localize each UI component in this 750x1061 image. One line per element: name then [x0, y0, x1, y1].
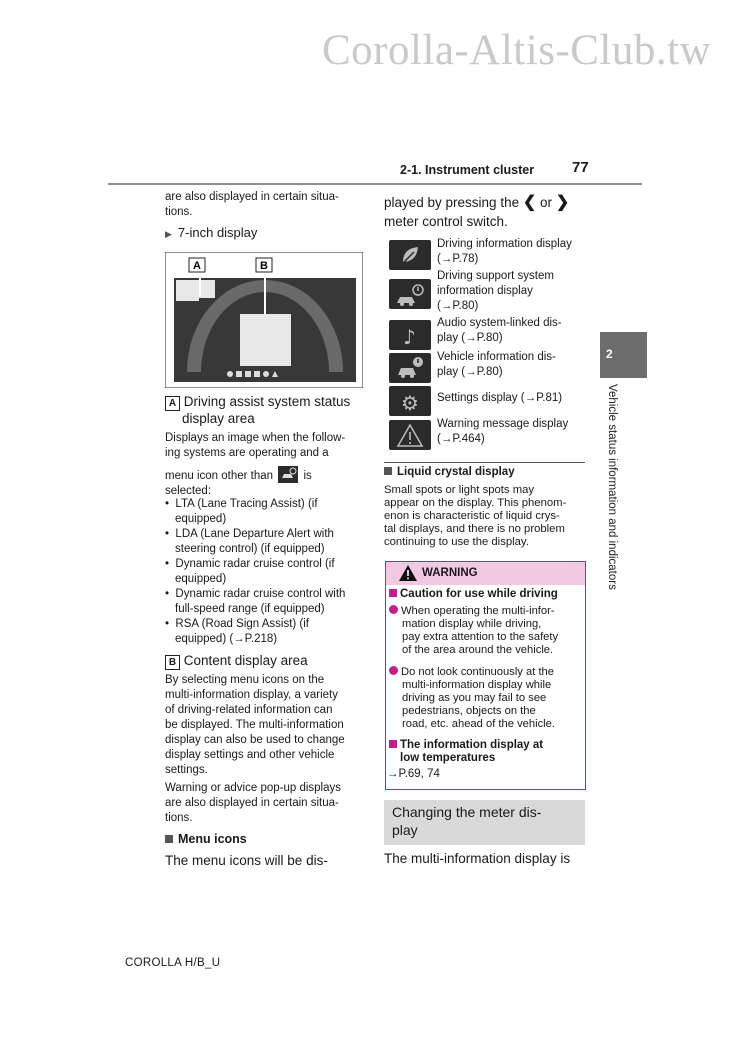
list-item: • Dynamic radar cruise control with full-speed range (if equipped) [165, 588, 346, 615]
menu-icons-heading: Menu icons [165, 832, 247, 846]
subheading-7inch [165, 225, 257, 240]
area-a-title-line: Driving assist system status [183, 394, 351, 409]
leaf-icon [389, 240, 431, 270]
label-a-box: A [165, 396, 180, 411]
menu-icons-body: The menu icons will be dis- [165, 853, 328, 868]
leaf-icon [227, 371, 233, 377]
svg-text:♪: ♪ [403, 325, 416, 349]
section-title: 2-1. Instrument cluster [400, 163, 535, 177]
magenta-dot-icon [389, 666, 398, 675]
body-line [165, 466, 345, 484]
body-line: Displays an image when the follow- [165, 432, 346, 444]
car-support-icon [236, 371, 242, 377]
heading-line: play [392, 822, 418, 838]
menu-item-settings: Settings display (→P.81) [437, 392, 563, 404]
chapter-tab [600, 332, 647, 378]
area-b-title-text: Content display area [183, 653, 308, 668]
lcd-body: Small spots or light spots may appear on the display. This phenom- enon is characteristic of liquid crys- tal displays, and there is no problem continuing to use the display. [384, 484, 567, 548]
body-line: ing systems are operating and a [165, 447, 329, 459]
caution-heading: Caution for use while driving [389, 588, 558, 600]
menu-item-vehicle-info: Vehicle information dis- play (→P.80) [437, 351, 556, 378]
header-rule [108, 183, 642, 185]
intro-line: tions. [165, 206, 193, 218]
square-bullet-icon [165, 835, 173, 843]
gear-icon [389, 386, 431, 416]
chevron-left-icon: ❮ [522, 194, 537, 211]
lcd-heading: Liquid crystal display [384, 466, 515, 478]
changing-display-body: The multi-information display is [384, 851, 571, 866]
music-note-icon [245, 371, 251, 377]
magenta-dot-icon [389, 605, 398, 614]
gear-icon [263, 371, 269, 377]
callout-a-label: A [193, 260, 201, 272]
label-b-box: B [165, 655, 180, 670]
car-support-icon [389, 279, 431, 309]
warning-label: WARNING [422, 567, 478, 579]
body-line: selected: [165, 485, 212, 497]
chapter-number: 2 [606, 347, 613, 361]
divider [384, 462, 585, 463]
car-support-icon [278, 466, 298, 483]
car-info-icon [389, 353, 431, 383]
magenta-square-icon [389, 740, 397, 748]
car-info-icon [254, 371, 260, 377]
body-text: is [303, 470, 312, 482]
chapter-title: Vehicle status information and indicators [606, 384, 618, 590]
square-bullet-icon [384, 467, 392, 475]
menu-item-driving-support: Driving support system information display (→P.80) [437, 270, 554, 312]
area-b-highlight [240, 314, 291, 366]
area-b-title [165, 653, 308, 670]
popup-text: Warning or advice pop-up displays are also displayed in certain situa- tions. [165, 782, 341, 824]
area-a-title-line: display area [182, 411, 255, 426]
heading-line: Changing the meter dis- [392, 804, 542, 820]
area-a-highlight [176, 280, 199, 301]
list-item: • Dynamic radar cruise control (if equipped) [165, 558, 335, 585]
watermark: Corolla-Altis-Club.tw [322, 27, 712, 74]
changing-display-heading [384, 800, 585, 845]
continued-text: played by pressing the ❮ or ❯ meter control switch. [384, 194, 570, 229]
system-list [165, 497, 345, 647]
warning-triangle-icon [398, 564, 418, 582]
subheading-text: 7-inch display [177, 225, 258, 240]
footer-model: COROLLA H/B_U [125, 957, 221, 969]
svg-text:⚙: ⚙ [401, 391, 419, 415]
list-item: • LTA (Lane Tracing Assist) (if equipped) [165, 498, 318, 525]
menu-item-audio: Audio system-linked dis- play (→P.80) [437, 317, 562, 344]
menu-item-warning: Warning message display (→P.464) [437, 418, 569, 445]
chevron-right-icon: ❯ [555, 194, 570, 211]
menu-item-driving-info: Driving information display (→P.78) [437, 238, 572, 265]
area-b-body: By selecting menu icons on the multi-information display, a variety of driving-related information can be displayed. The multi-information display can also be used to change display settings and other vehicle settings. [165, 674, 345, 776]
info-heading: The information display at low temperatures [389, 739, 543, 765]
page-number: 77 [572, 159, 589, 176]
warning-box [385, 561, 586, 790]
list-item: • LDA (Lane Departure Alert with steering control) (if equipped) [165, 528, 334, 555]
cluster-figure [165, 252, 363, 388]
caution-item-2: Do not look continuously at the multi-information display while driving as you may fail to see pedestrians, objects on the road, etc. ahead of the vehicle. [389, 666, 555, 731]
intro-line: are also displayed in certain situa- [165, 191, 339, 203]
triangle-bullet-icon: ▶ [165, 229, 172, 239]
info-ref: →P.69, 74 [387, 768, 440, 780]
magenta-square-icon [389, 589, 397, 597]
warning-header [386, 562, 585, 585]
callout-b-label: B [260, 260, 268, 272]
music-note-icon [389, 320, 431, 350]
area-a-title [165, 394, 350, 427]
list-item: • RSA (Road Sign Assist) (if equipped) (→P.218) [165, 618, 309, 645]
intro-text [165, 190, 339, 220]
area-a-body [165, 431, 345, 499]
warning-triangle-icon [389, 420, 431, 450]
caution-item-1: When operating the multi-infor- mation display while driving, pay extra attention to the safety of the area around the vehicle. [389, 605, 558, 657]
body-text: menu icon other than [165, 470, 274, 482]
